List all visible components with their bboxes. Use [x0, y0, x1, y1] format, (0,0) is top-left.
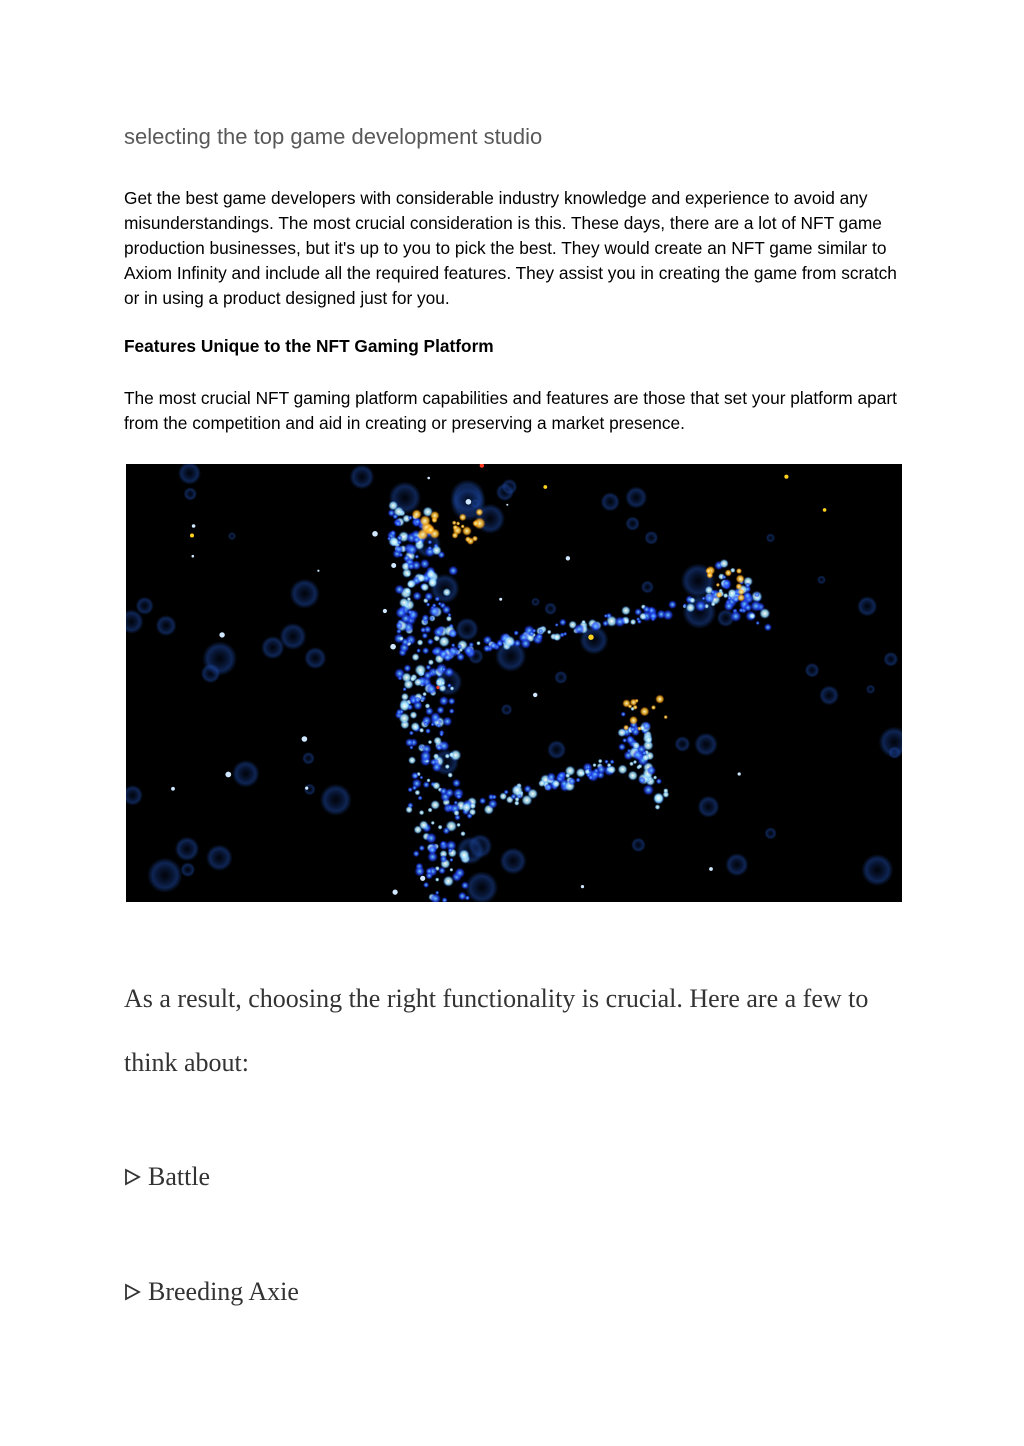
functionality-intro: As a result, choosing the right functionality is crucial. Here are a few to think about:: [124, 984, 869, 1077]
bullet-label: Battle: [148, 1162, 211, 1191]
section-heading: Features Unique to the NFT Gaming Platform: [124, 336, 494, 356]
section-subtitle: selecting the top game development studio: [124, 124, 543, 149]
triangle-right-icon: [124, 1167, 142, 1187]
bullet-label: Breeding Axie: [148, 1277, 299, 1306]
particle-figure-image: [126, 464, 902, 902]
bullet-battle: [124, 1162, 210, 1192]
triangle-right-icon: [124, 1282, 142, 1302]
features-paragraph: The most crucial NFT gaming platform capabilities and features are those that set your platform apart from the competition and aid in creating or preserving a market presence.: [124, 388, 897, 433]
intro-paragraph: Get the best game developers with considerable industry knowledge and experience to avoid any misunderstandings. The most crucial consideration is this. These days, there are a lot of NFT game production businesses, but it's up to you to pick the best. They would create an NFT game similar to Axiom Infinity and include all the required features. They assist you in creating the game from scratch or in using a product designed just for you.: [124, 188, 897, 308]
bullet-breeding-axie: [124, 1277, 299, 1307]
